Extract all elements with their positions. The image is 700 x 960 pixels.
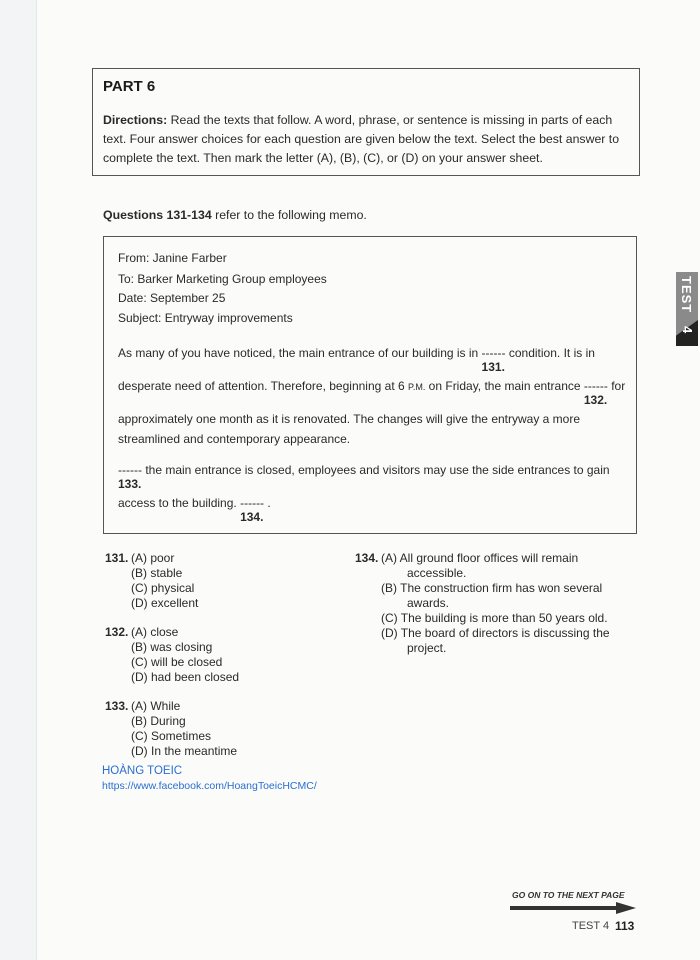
option-d-cont: project. [407, 641, 447, 655]
text: As many of you have noticed, the main entrance of our building is in [118, 346, 482, 360]
question-134 [355, 551, 645, 656]
option-c: (C) physical [131, 581, 195, 595]
memo-line-3: approximately one month as it is renovated. The changes will give the entryway a more [118, 412, 581, 426]
directions-label: Directions: [103, 113, 168, 127]
option-d: (D) excellent [131, 596, 199, 610]
memo-line-4: streamlined and contemporary appearance. [118, 432, 351, 446]
memo-subject: Subject: Entryway improvements [118, 311, 293, 325]
question-number: 131. [105, 551, 129, 565]
questions-heading [103, 208, 367, 222]
tab-number: 4 [680, 326, 695, 335]
text: . [264, 496, 271, 510]
text: desperate need of attention. Therefore, beginning at 6 [118, 379, 408, 393]
watermark-url[interactable]: https://www.facebook.com/HoangToeicHCMC/ [102, 780, 317, 792]
option-d: (D) had been closed [131, 670, 240, 684]
part-title: PART 6 [103, 78, 156, 95]
questions-range: Questions 131-134 [103, 208, 212, 222]
option-a: (A) While [131, 699, 181, 713]
blank-number: 131. [481, 360, 505, 374]
memo-date: Date: September 25 [118, 291, 226, 305]
tab-label: TEST [679, 276, 694, 314]
blank-132 [583, 379, 608, 407]
blank-line: ------ [583, 379, 608, 393]
memo-from: From: Janine Farber [118, 251, 227, 265]
option-b: (B) During [131, 714, 186, 728]
blank-131 [481, 346, 506, 374]
memo-line-5 [118, 463, 610, 491]
option-d: (D) In the meantime [131, 744, 238, 758]
questions-heading-rest: refer to the following memo. [211, 208, 367, 222]
memo-line-2 [118, 379, 626, 407]
page-number: 113 [615, 919, 635, 933]
question-number: 133. [105, 699, 129, 713]
option-b-cont: awards. [407, 596, 450, 610]
memo-line-6 [118, 496, 271, 524]
arrow-right-icon [510, 901, 636, 915]
text: access to the building. [118, 496, 241, 510]
blank-133 [118, 463, 142, 491]
option-c: (C) The building is more than 50 years old. [381, 611, 608, 625]
directions-body: Read the texts that follow. A word, phrase, or sentence is missing in parts of each text. Four answer choices for each question are given below the text. Select the best answer to complete the text. Then mark the letter (A), (B), (C), or (D) on your answer sheet. [103, 113, 620, 165]
blank-line: ------ [481, 346, 506, 360]
option-c: (C) Sometimes [131, 729, 212, 743]
footer-test: TEST 4 [572, 920, 610, 932]
text: on Friday, the main entrance [425, 379, 584, 393]
next-page-label: GO ON TO THE NEXT PAGE [512, 890, 625, 900]
watermark-name: HOÀNG TOEIC [102, 765, 183, 777]
option-b: (B) The construction firm has won several [381, 581, 603, 595]
blank-number: 134. [240, 510, 264, 524]
option-a: (A) All ground floor offices will remain [381, 551, 579, 565]
memo-line-1 [118, 346, 595, 374]
text: condition. It is in [505, 346, 595, 360]
option-a-cont: accessible. [407, 566, 467, 580]
question-number: 132. [105, 625, 129, 639]
blank-line: ------ [118, 463, 142, 477]
question-131 [105, 551, 198, 611]
memo-to: To: Barker Marketing Group employees [118, 272, 327, 286]
pm-label: P.M. [408, 382, 426, 392]
option-c: (C) will be closed [131, 655, 223, 669]
test-side-tab [676, 272, 698, 346]
option-d: (D) The board of directors is discussing the [381, 626, 610, 640]
blank-number: 133. [118, 477, 142, 491]
option-a: (A) close [131, 625, 179, 639]
question-133 [105, 699, 237, 759]
text: the main entrance is closed, employees and visitors may use the side entrances to gain [141, 463, 610, 477]
text: for [607, 379, 626, 393]
blank-line: ------ [240, 496, 265, 510]
blank-number: 132. [583, 393, 608, 407]
option-b: (B) was closing [131, 640, 213, 654]
option-b: (B) stable [131, 566, 183, 580]
directions-text [103, 111, 633, 168]
question-132 [105, 625, 239, 685]
page-margin [0, 0, 37, 960]
blank-134 [240, 496, 265, 524]
option-a: (A) poor [131, 551, 175, 565]
question-number: 134. [355, 551, 379, 565]
